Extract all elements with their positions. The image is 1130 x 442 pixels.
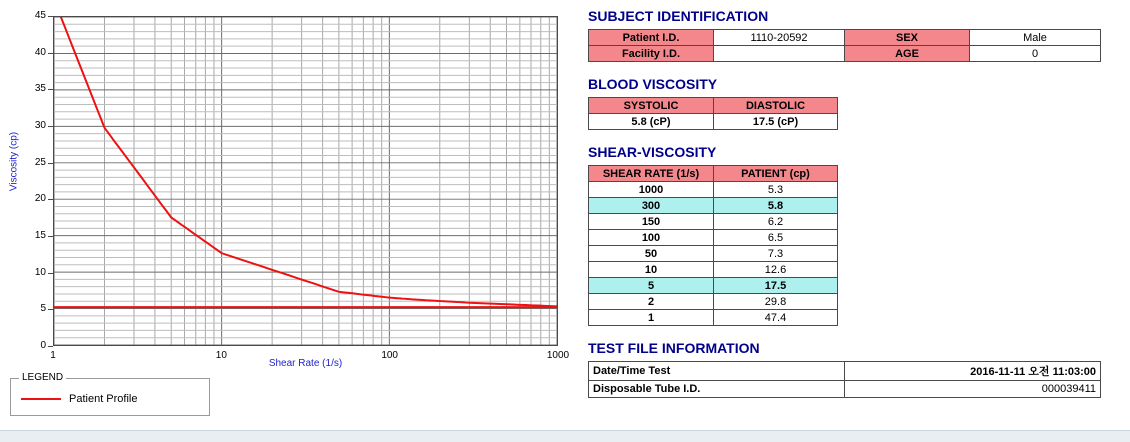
legend-item	[21, 393, 137, 405]
systolic-header: SYSTOLIC	[589, 98, 714, 114]
y-tick-label: 5	[40, 303, 46, 315]
patient-cp-cell: 12.6	[714, 262, 838, 278]
patient-cp-cell: 17.5	[714, 278, 838, 294]
patient-cp-cell: 47.4	[714, 310, 838, 326]
patient-cp-cell: 6.2	[714, 214, 838, 230]
sex-label: SEX	[845, 30, 970, 46]
y-tick-mark	[48, 16, 53, 17]
table-row	[589, 262, 838, 278]
table-row	[589, 381, 1101, 398]
subject-identification-block	[588, 8, 1118, 62]
x-axis-title: Shear Rate (1/s)	[268, 358, 343, 369]
patient-id-value: 1110-20592	[714, 30, 845, 46]
table-row	[589, 214, 838, 230]
table-row	[589, 362, 1101, 381]
y-tick-label: 25	[34, 156, 46, 168]
facility-id-value	[714, 46, 845, 62]
diastolic-header: DIASTOLIC	[714, 98, 838, 114]
shear-viscosity-table	[588, 165, 838, 326]
y-tick-mark	[48, 163, 53, 164]
y-tick-label: 15	[34, 230, 46, 241]
y-tick-mark	[48, 126, 53, 127]
disposable-tube-id-label: Disposable Tube I.D.	[589, 381, 845, 398]
table-row	[589, 198, 838, 214]
test-file-information-table	[588, 361, 1101, 398]
chart-legend	[10, 372, 210, 416]
table-row	[589, 182, 838, 198]
date-time-test-label: Date/Time Test	[589, 362, 845, 381]
y-tick-mark	[48, 89, 53, 90]
table-row	[589, 46, 1101, 62]
shear-rate-cell: 5	[589, 278, 714, 294]
shear-viscosity-block	[588, 144, 1118, 326]
y-tick-mark	[48, 309, 53, 310]
report-details	[588, 8, 1118, 412]
y-tick-label: 35	[34, 83, 46, 95]
chart-plot-area	[53, 16, 558, 346]
y-tick-label: 40	[34, 46, 46, 58]
date-time-test-value: 2016-11-11 오전 11:03:00	[845, 362, 1101, 381]
diastolic-value: 17.5 (cP)	[714, 114, 838, 130]
shear-rate-cell: 100	[589, 230, 714, 246]
table-row	[589, 246, 838, 262]
table-row	[589, 114, 838, 130]
x-tick-label: 10	[215, 350, 227, 361]
patient-cp-header: PATIENT (cp)	[714, 166, 838, 182]
table-row	[589, 30, 1101, 46]
shear-viscosity-title: SHEAR-VISCOSITY	[588, 144, 717, 160]
x-tick-label: 1000	[546, 350, 570, 361]
shear-rate-cell: 2	[589, 294, 714, 310]
y-tick-mark	[48, 199, 53, 200]
window-bottom-strip	[0, 430, 1130, 442]
patient-cp-cell: 5.3	[714, 182, 838, 198]
viscosity-chart	[8, 6, 570, 371]
y-tick-mark	[48, 346, 53, 347]
chart-series-patient-profile	[54, 17, 557, 345]
shear-rate-header: SHEAR RATE (1/s)	[589, 166, 714, 182]
table-row	[589, 310, 838, 326]
legend-item-label: Patient Profile	[69, 393, 138, 405]
y-tick-label: 10	[34, 266, 46, 278]
blood-viscosity-title: BLOOD VISCOSITY	[588, 76, 718, 92]
shear-rate-cell: 1	[589, 310, 714, 326]
age-value: 0	[970, 46, 1101, 62]
table-header-row	[589, 98, 838, 114]
legend-title: LEGEND	[19, 372, 66, 383]
y-tick-label: 0	[40, 340, 46, 351]
shear-rate-cell: 300	[589, 198, 714, 214]
blood-viscosity-table	[588, 97, 838, 130]
y-axis-title: Viscosity (cp)	[8, 131, 20, 192]
subject-identification-table	[588, 29, 1101, 62]
x-tick-label: 1	[50, 350, 56, 361]
facility-id-label: Facility I.D.	[589, 46, 714, 62]
patient-cp-cell: 7.3	[714, 246, 838, 262]
y-tick-label: 30	[34, 120, 46, 131]
patient-id-label: Patient I.D.	[589, 30, 714, 46]
age-label: AGE	[845, 46, 970, 62]
patient-cp-cell: 5.8	[714, 198, 838, 214]
y-tick-label: 45	[34, 10, 46, 21]
legend-swatch-icon	[21, 398, 61, 400]
shear-rate-cell: 1000	[589, 182, 714, 198]
table-row	[589, 294, 838, 310]
disposable-tube-id-value: 000039411	[845, 381, 1101, 398]
subject-identification-title: SUBJECT IDENTIFICATION	[588, 8, 769, 24]
shear-rate-cell: 10	[589, 262, 714, 278]
patient-cp-cell: 6.5	[714, 230, 838, 246]
blood-viscosity-block	[588, 76, 1118, 130]
shear-rate-cell: 150	[589, 214, 714, 230]
test-file-information-block	[588, 340, 1118, 398]
test-file-information-title: TEST FILE INFORMATION	[588, 340, 760, 356]
table-row	[589, 278, 838, 294]
sex-value: Male	[970, 30, 1101, 46]
shear-rate-cell: 50	[589, 246, 714, 262]
y-tick-mark	[48, 273, 53, 274]
systolic-value: 5.8 (cP)	[589, 114, 714, 130]
table-header-row	[589, 166, 838, 182]
y-tick-mark	[48, 236, 53, 237]
y-tick-mark	[48, 53, 53, 54]
y-tick-label: 20	[34, 193, 46, 205]
table-row	[589, 230, 838, 246]
x-tick-label: 100	[381, 350, 398, 361]
patient-cp-cell: 29.8	[714, 294, 838, 310]
